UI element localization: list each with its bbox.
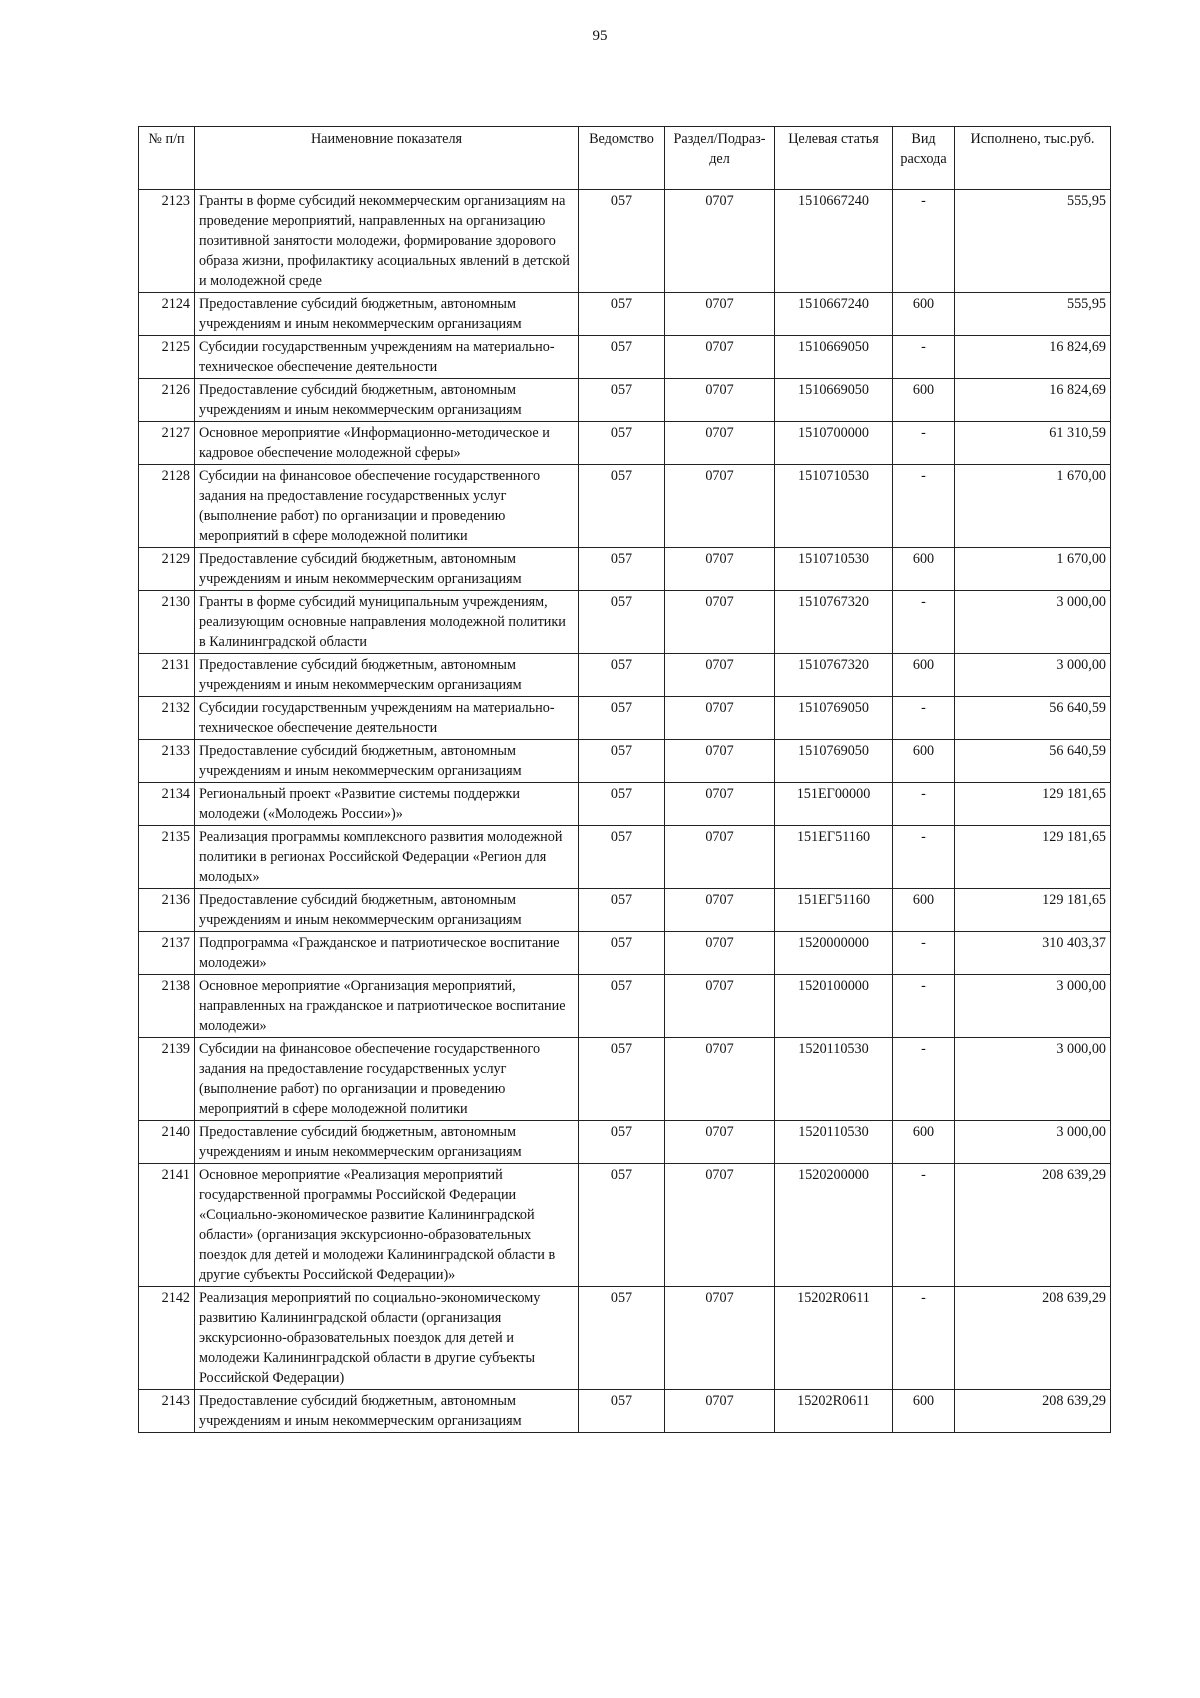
header-exp-type: Вид расхода [893,127,955,190]
row-article: 1510667240 [775,190,893,293]
row-section: 0707 [665,889,775,932]
row-amount: 3 000,00 [955,654,1111,697]
row-amount: 16 824,69 [955,336,1111,379]
row-number: 2132 [139,697,195,740]
table-row [139,889,1111,932]
row-number: 2129 [139,548,195,591]
row-section: 0707 [665,783,775,826]
row-number: 2126 [139,379,195,422]
row-section: 0707 [665,1038,775,1121]
table-row [139,975,1111,1038]
row-exp-type: 600 [893,548,955,591]
row-section: 0707 [665,826,775,889]
row-number: 2140 [139,1121,195,1164]
row-article: 1510767320 [775,591,893,654]
row-section: 0707 [665,975,775,1038]
row-number: 2139 [139,1038,195,1121]
row-number: 2124 [139,293,195,336]
header-section: Раздел/Подраз-дел [665,127,775,190]
row-article: 1520110530 [775,1121,893,1164]
row-section: 0707 [665,190,775,293]
row-dept: 057 [579,783,665,826]
row-dept: 057 [579,293,665,336]
row-exp-type: 600 [893,379,955,422]
row-name: Предоставление субсидий бюджетным, автономным учреждениям и иным некоммерческим организациям [195,1121,579,1164]
row-exp-type: 600 [893,654,955,697]
row-number: 2131 [139,654,195,697]
row-exp-type: 600 [893,740,955,783]
row-dept: 057 [579,336,665,379]
row-dept: 057 [579,591,665,654]
row-dept: 057 [579,1164,665,1287]
row-number: 2133 [139,740,195,783]
row-dept: 057 [579,1390,665,1433]
row-dept: 057 [579,548,665,591]
row-number: 2143 [139,1390,195,1433]
table-row [139,1390,1111,1433]
row-name: Предоставление субсидий бюджетным, автономным учреждениям и иным некоммерческим организациям [195,740,579,783]
table-row [139,379,1111,422]
row-article: 1510667240 [775,293,893,336]
row-number: 2127 [139,422,195,465]
row-exp-type: - [893,975,955,1038]
row-name: Гранты в форме субсидий муниципальным учреждениям, реализующим основные направления молодежной политики в Калининградской области [195,591,579,654]
row-article: 1510669050 [775,379,893,422]
row-amount: 208 639,29 [955,1287,1111,1390]
row-name: Субсидии на финансовое обеспечение государственного задания на предоставление государственных услуг (выполнение работ) по организации и проведению мероприятий в сфере молодежной политики [195,1038,579,1121]
header-article: Целевая статья [775,127,893,190]
row-article: 1510669050 [775,336,893,379]
header-amount: Исполнено, тыс.руб. [955,127,1111,190]
row-section: 0707 [665,697,775,740]
row-dept: 057 [579,975,665,1038]
row-amount: 555,95 [955,190,1111,293]
row-amount: 555,95 [955,293,1111,336]
table-row [139,465,1111,548]
row-article: 1520110530 [775,1038,893,1121]
row-number: 2125 [139,336,195,379]
row-name: Основное мероприятие «Реализация мероприятий государственной программы Российской Федерации «Социально-экономическое развитие Калининградской области» (организация экскурсионно-образовательных поездок для детей и молодежи Калининградской области в другие субъекты Российской Федерации)» [195,1164,579,1287]
row-article: 15202R0611 [775,1287,893,1390]
table-row [139,826,1111,889]
row-section: 0707 [665,465,775,548]
row-exp-type: - [893,190,955,293]
table-row [139,591,1111,654]
row-dept: 057 [579,654,665,697]
row-exp-type: - [893,1287,955,1390]
row-dept: 057 [579,932,665,975]
row-name: Предоставление субсидий бюджетным, автономным учреждениям и иным некоммерческим организациям [195,654,579,697]
row-exp-type: - [893,336,955,379]
row-section: 0707 [665,740,775,783]
row-amount: 56 640,59 [955,697,1111,740]
row-exp-type: - [893,1164,955,1287]
row-name: Основное мероприятие «Информационно-методическое и кадровое обеспечение молодежной сферы» [195,422,579,465]
row-dept: 057 [579,379,665,422]
table-row [139,1121,1111,1164]
row-section: 0707 [665,1121,775,1164]
row-section: 0707 [665,654,775,697]
row-dept: 057 [579,1121,665,1164]
row-number: 2137 [139,932,195,975]
table-row [139,293,1111,336]
row-dept: 057 [579,465,665,548]
table-row [139,1287,1111,1390]
row-article: 1510769050 [775,740,893,783]
row-name: Гранты в форме субсидий некоммерческим организациям на проведение мероприятий, направленных на организацию позитивной занятости молодежи, формирование здорового образа жизни, профилактику асоциальных явлений в детской и молодежной среде [195,190,579,293]
row-dept: 057 [579,1287,665,1390]
row-exp-type: - [893,591,955,654]
row-section: 0707 [665,1287,775,1390]
row-number: 2142 [139,1287,195,1390]
row-section: 0707 [665,1390,775,1433]
row-amount: 129 181,65 [955,826,1111,889]
row-article: 1510710530 [775,548,893,591]
row-number: 2138 [139,975,195,1038]
row-number: 2123 [139,190,195,293]
table-row [139,783,1111,826]
row-article: 1510700000 [775,422,893,465]
row-name: Предоставление субсидий бюджетным, автономным учреждениям и иным некоммерческим организациям [195,293,579,336]
row-number: 2130 [139,591,195,654]
row-amount: 129 181,65 [955,889,1111,932]
row-exp-type: - [893,826,955,889]
row-exp-type: 600 [893,1390,955,1433]
table-row [139,697,1111,740]
row-name: Предоставление субсидий бюджетным, автономным учреждениям и иным некоммерческим организациям [195,1390,579,1433]
row-exp-type: - [893,1038,955,1121]
header-dept: Ведомство [579,127,665,190]
row-article: 1510769050 [775,697,893,740]
row-dept: 057 [579,422,665,465]
row-exp-type: - [893,697,955,740]
row-name: Реализация программы комплексного развития молодежной политики в регионах Российской Федерации «Регион для молодых» [195,826,579,889]
table-body [139,190,1111,1433]
row-amount: 56 640,59 [955,740,1111,783]
row-name: Субсидии государственным учреждениям на материально-техническое обеспечение деятельности [195,697,579,740]
row-exp-type: - [893,422,955,465]
row-name: Предоставление субсидий бюджетным, автономным учреждениям и иным некоммерческим организациям [195,379,579,422]
row-article: 151ЕГ00000 [775,783,893,826]
row-amount: 208 639,29 [955,1390,1111,1433]
table-row [139,654,1111,697]
row-article: 151ЕГ51160 [775,826,893,889]
row-name: Субсидии на финансовое обеспечение государственного задания на предоставление государственных услуг (выполнение работ) по организации и проведению мероприятий в сфере молодежной политики [195,465,579,548]
row-dept: 057 [579,1038,665,1121]
row-section: 0707 [665,422,775,465]
row-exp-type: - [893,932,955,975]
row-number: 2128 [139,465,195,548]
row-dept: 057 [579,889,665,932]
row-name: Основное мероприятие «Организация мероприятий, направленных на гражданское и патриотическое воспитание молодежи» [195,975,579,1038]
row-exp-type: 600 [893,889,955,932]
row-amount: 3 000,00 [955,591,1111,654]
row-number: 2141 [139,1164,195,1287]
table-row [139,190,1111,293]
row-number: 2135 [139,826,195,889]
row-name: Предоставление субсидий бюджетным, автономным учреждениям и иным некоммерческим организациям [195,889,579,932]
table-row [139,336,1111,379]
row-article: 1520000000 [775,932,893,975]
row-section: 0707 [665,932,775,975]
row-amount: 61 310,59 [955,422,1111,465]
row-amount: 310 403,37 [955,932,1111,975]
row-exp-type: - [893,783,955,826]
row-section: 0707 [665,548,775,591]
budget-table [138,126,1111,1433]
row-amount: 1 670,00 [955,465,1111,548]
row-article: 151ЕГ51160 [775,889,893,932]
row-dept: 057 [579,697,665,740]
row-amount: 3 000,00 [955,1038,1111,1121]
row-amount: 3 000,00 [955,1121,1111,1164]
table-header-row [139,127,1111,190]
row-section: 0707 [665,336,775,379]
row-article: 1510710530 [775,465,893,548]
header-num: № п/п [139,127,195,190]
row-name: Субсидии государственным учреждениям на материально-техническое обеспечение деятельности [195,336,579,379]
row-exp-type: 600 [893,1121,955,1164]
row-section: 0707 [665,379,775,422]
row-amount: 129 181,65 [955,783,1111,826]
row-name: Предоставление субсидий бюджетным, автономным учреждениям и иным некоммерческим организациям [195,548,579,591]
row-article: 1510767320 [775,654,893,697]
row-dept: 057 [579,190,665,293]
row-section: 0707 [665,293,775,336]
table-row [139,548,1111,591]
row-amount: 3 000,00 [955,975,1111,1038]
row-section: 0707 [665,1164,775,1287]
row-exp-type: 600 [893,293,955,336]
row-name: Реализация мероприятий по социально-экономическому развитию Калининградской области (организация экскурсионно-образовательных поездок для детей и молодежи Калининградской области в другие субъекты Российской Федерации) [195,1287,579,1390]
page-number: 95 [592,28,608,44]
row-number: 2136 [139,889,195,932]
row-section: 0707 [665,591,775,654]
row-dept: 057 [579,826,665,889]
header-name: Наименовние показателя [195,127,579,190]
row-dept: 057 [579,740,665,783]
row-article: 1520100000 [775,975,893,1038]
table-row [139,1038,1111,1121]
row-number: 2134 [139,783,195,826]
row-exp-type: - [893,465,955,548]
row-amount: 208 639,29 [955,1164,1111,1287]
row-name: Региональный проект «Развитие системы поддержки молодежи («Молодежь России»)» [195,783,579,826]
row-amount: 1 670,00 [955,548,1111,591]
table-row [139,422,1111,465]
table-row [139,1164,1111,1287]
row-name: Подпрограмма «Гражданское и патриотическое воспитание молодежи» [195,932,579,975]
table-row [139,740,1111,783]
row-article: 1520200000 [775,1164,893,1287]
row-amount: 16 824,69 [955,379,1111,422]
row-article: 15202R0611 [775,1390,893,1433]
table-row [139,932,1111,975]
